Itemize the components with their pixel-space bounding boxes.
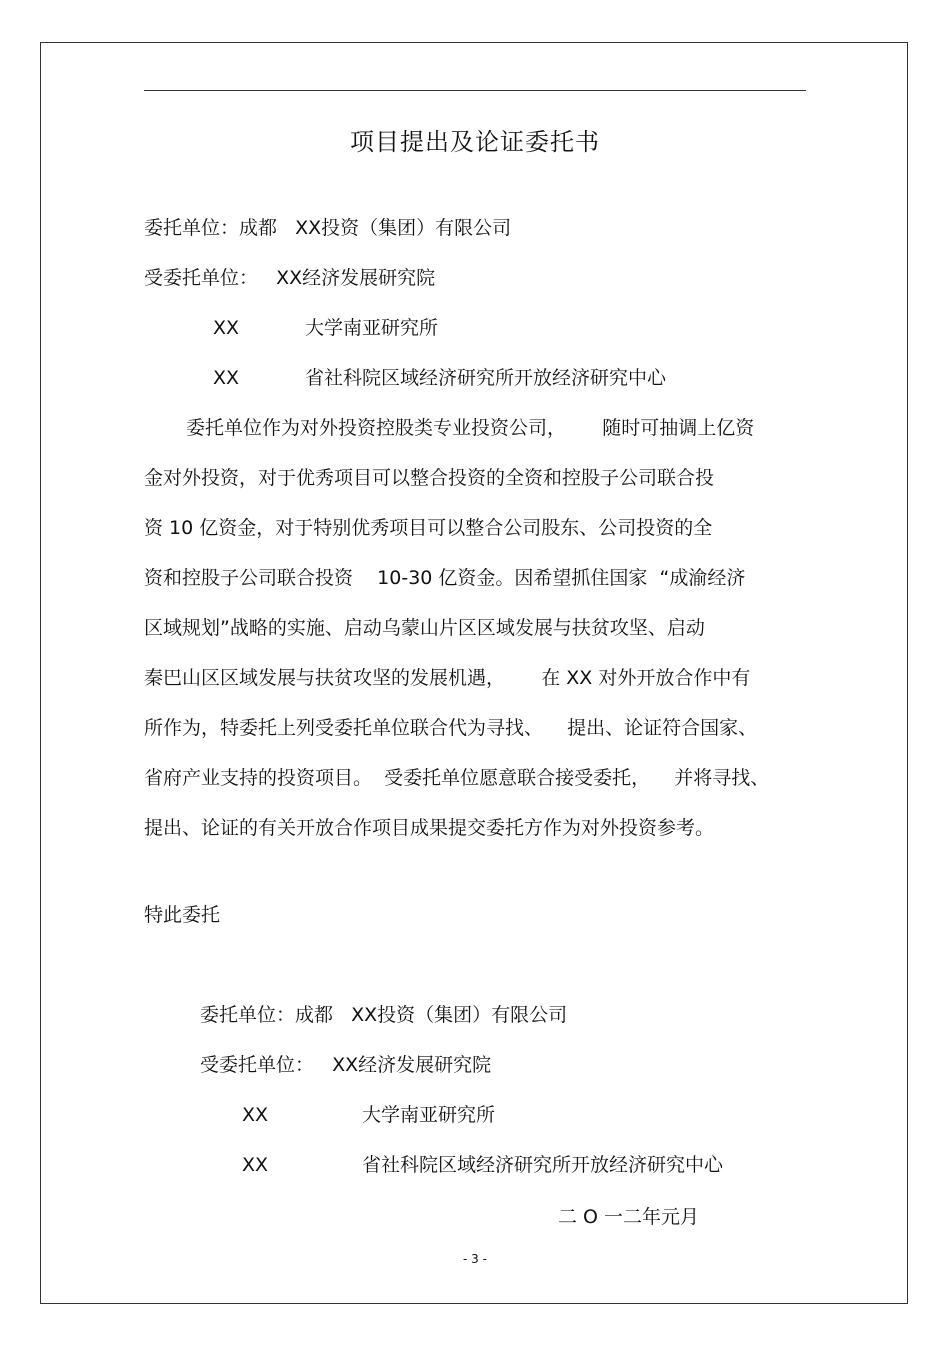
header-rule <box>144 90 806 91</box>
signature-client-line: 委托单位：成都 XX投资（集团）有限公司 <box>200 1004 568 1026</box>
body-line: 委托单位作为对外投资控股类专业投资公司， 随时可抽调上亿资 <box>186 417 755 439</box>
signature-date: 二 O 一二年元月 <box>558 1206 700 1228</box>
signature-trustee-line: 受委托单位： XX经济发展研究院 <box>200 1054 492 1076</box>
trustee-sub1-code: XX <box>213 317 240 339</box>
body-line: 所作为，特委托上列受委托单位联合代为寻找、 提出、论证符合国家、 <box>144 717 758 739</box>
trustee-line: 受委托单位： XX经济发展研究院 <box>144 267 436 289</box>
trustee-sub2-code: XX <box>213 367 240 389</box>
closing-text: 特此委托 <box>144 904 221 926</box>
signature-sub2-name: 省社科院区域经济研究所开放经济研究中心 <box>362 1154 724 1176</box>
client-line: 委托单位：成都 XX投资（集团）有限公司 <box>144 217 512 239</box>
trustee-sub2-name: 省社科院区域经济研究所开放经济研究中心 <box>305 367 667 389</box>
signature-sub1-name: 大学南亚研究所 <box>362 1104 496 1126</box>
page-number: - 3 - <box>463 1252 487 1266</box>
body-line: 区域规划”战略的实施、启动乌蒙山片区区域发展与扶贫攻坚、启动 <box>144 617 705 639</box>
document-title: 项目提出及论证委托书 <box>350 128 600 156</box>
body-line: 资 10 亿资金，对于特别优秀项目可以整合公司股东、公司投资的全 <box>144 517 713 539</box>
body-line: 提出、论证的有关开放合作项目成果提交委托方作为对外投资参考。 <box>144 817 715 839</box>
body-line: 金对外投资，对于优秀项目可以整合投资的全资和控股子公司联合投 <box>144 467 715 489</box>
signature-sub1-code: XX <box>242 1104 269 1126</box>
trustee-sub1-name: 大学南亚研究所 <box>305 317 439 339</box>
signature-sub2-code: XX <box>242 1154 269 1176</box>
body-line: 资和控股子公司联合投资 10-30 亿资金。因希望抓住国家 “成渝经济 <box>144 567 746 589</box>
body-line: 秦巴山区区域发展与扶贫攻坚的发展机遇， 在 XX 对外开放合作中有 <box>144 667 751 689</box>
body-line: 省府产业支持的投资项目。 受委托单位愿意联合接受委托， 并将寻找、 <box>144 767 770 789</box>
